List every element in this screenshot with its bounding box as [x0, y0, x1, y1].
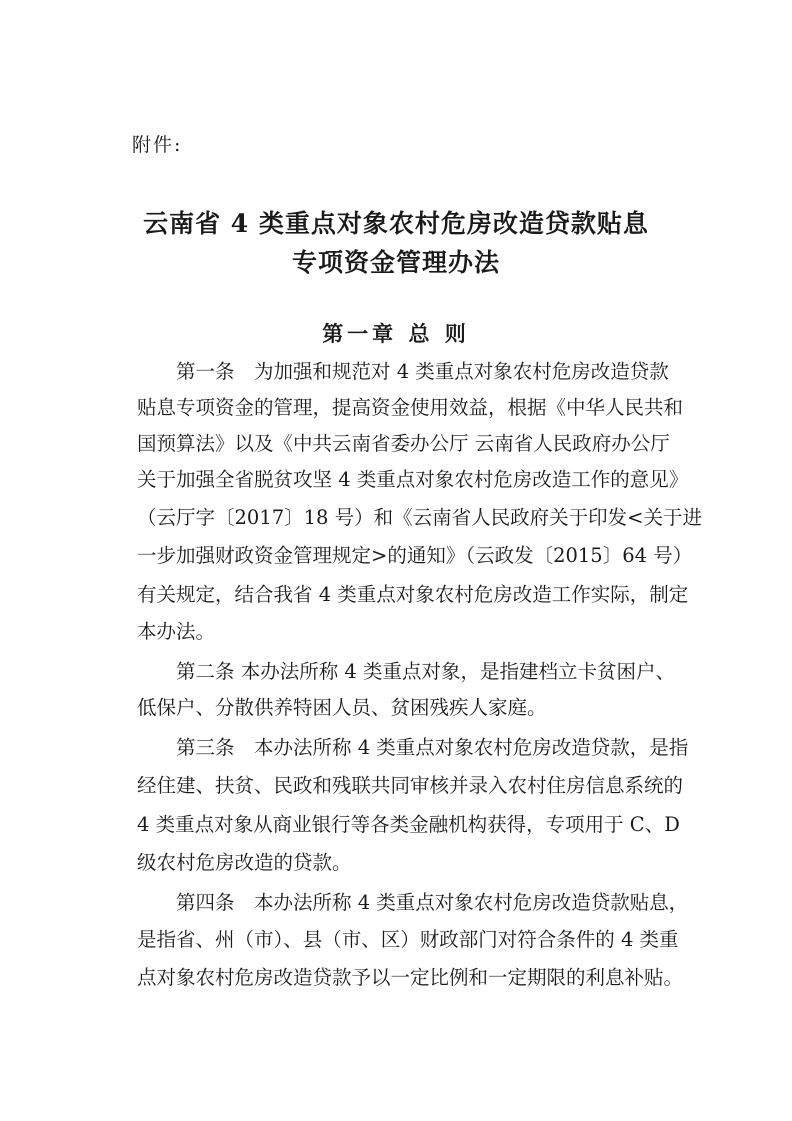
- article-1-line-6: 一步加强财政资金管理规定>的通知》（云政发〔2015〕64 号）: [137, 544, 693, 567]
- article-1-line-2: 贴息专项资金的管理，提高资金使用效益，根据《中华人民共和: [137, 396, 684, 419]
- article-2-line-2: 低保户、分散供养特困人员、贫困残疾人家庭。: [137, 696, 547, 719]
- article-4-line-3: 点对象农村危房改造贷款予以一定比例和一定期限的利息补贴。: [137, 966, 684, 989]
- article-1-line-5: （云厅字〔2017〕18 号）和《云南省人民政府关于印发<关于进: [137, 506, 702, 529]
- article-3-line-2: 经住建、扶贫、民政和残联共同审核并录入农村住房信息系统的: [137, 774, 684, 797]
- article-1-line-1: 第一条 为加强和规范对 4 类重点对象农村危房改造贷款: [176, 360, 669, 383]
- article-3-line-4: 级农村危房改造的贷款。: [137, 851, 352, 874]
- attachment-label: 附件:: [132, 134, 183, 156]
- article-1-line-3: 国预算法》以及《中共云南省委办公厅 云南省人民政府办公厅: [137, 432, 670, 455]
- article-1-line-4: 关于加强全省脱贫攻坚 4 类重点对象农村危房改造工作的意见》: [137, 468, 689, 491]
- article-2-line-1: 第二条 本办法所称 4 类重点对象，是指建档立卡贫困户、: [176, 660, 676, 683]
- article-3-line-3: 4 类重点对象从商业银行等各类金融机构获得，专项用于 C、D: [137, 813, 680, 836]
- article-1-line-8: 本办法。: [137, 620, 216, 643]
- chapter-heading: 第一章 总 则: [322, 321, 470, 346]
- article-1-line-7: 有关规定，结合我省 4 类重点对象农村危房改造工作实际，制定: [137, 583, 689, 606]
- document-title-line-2: 专项资金管理办法: [291, 248, 500, 277]
- article-4-line-2: 是指省、州（市）、县（市、区）财政部门对符合条件的 4 类重: [137, 928, 679, 951]
- article-3-line-1: 第三条 本办法所称 4 类重点对象农村危房改造贷款，是指: [176, 736, 689, 759]
- document-title-line-1: 云南省 4 类重点对象农村危房改造贷款贴息: [143, 209, 649, 238]
- article-4-line-1: 第四条 本办法所称 4 类重点对象农村危房改造贷款贴息，: [176, 891, 689, 914]
